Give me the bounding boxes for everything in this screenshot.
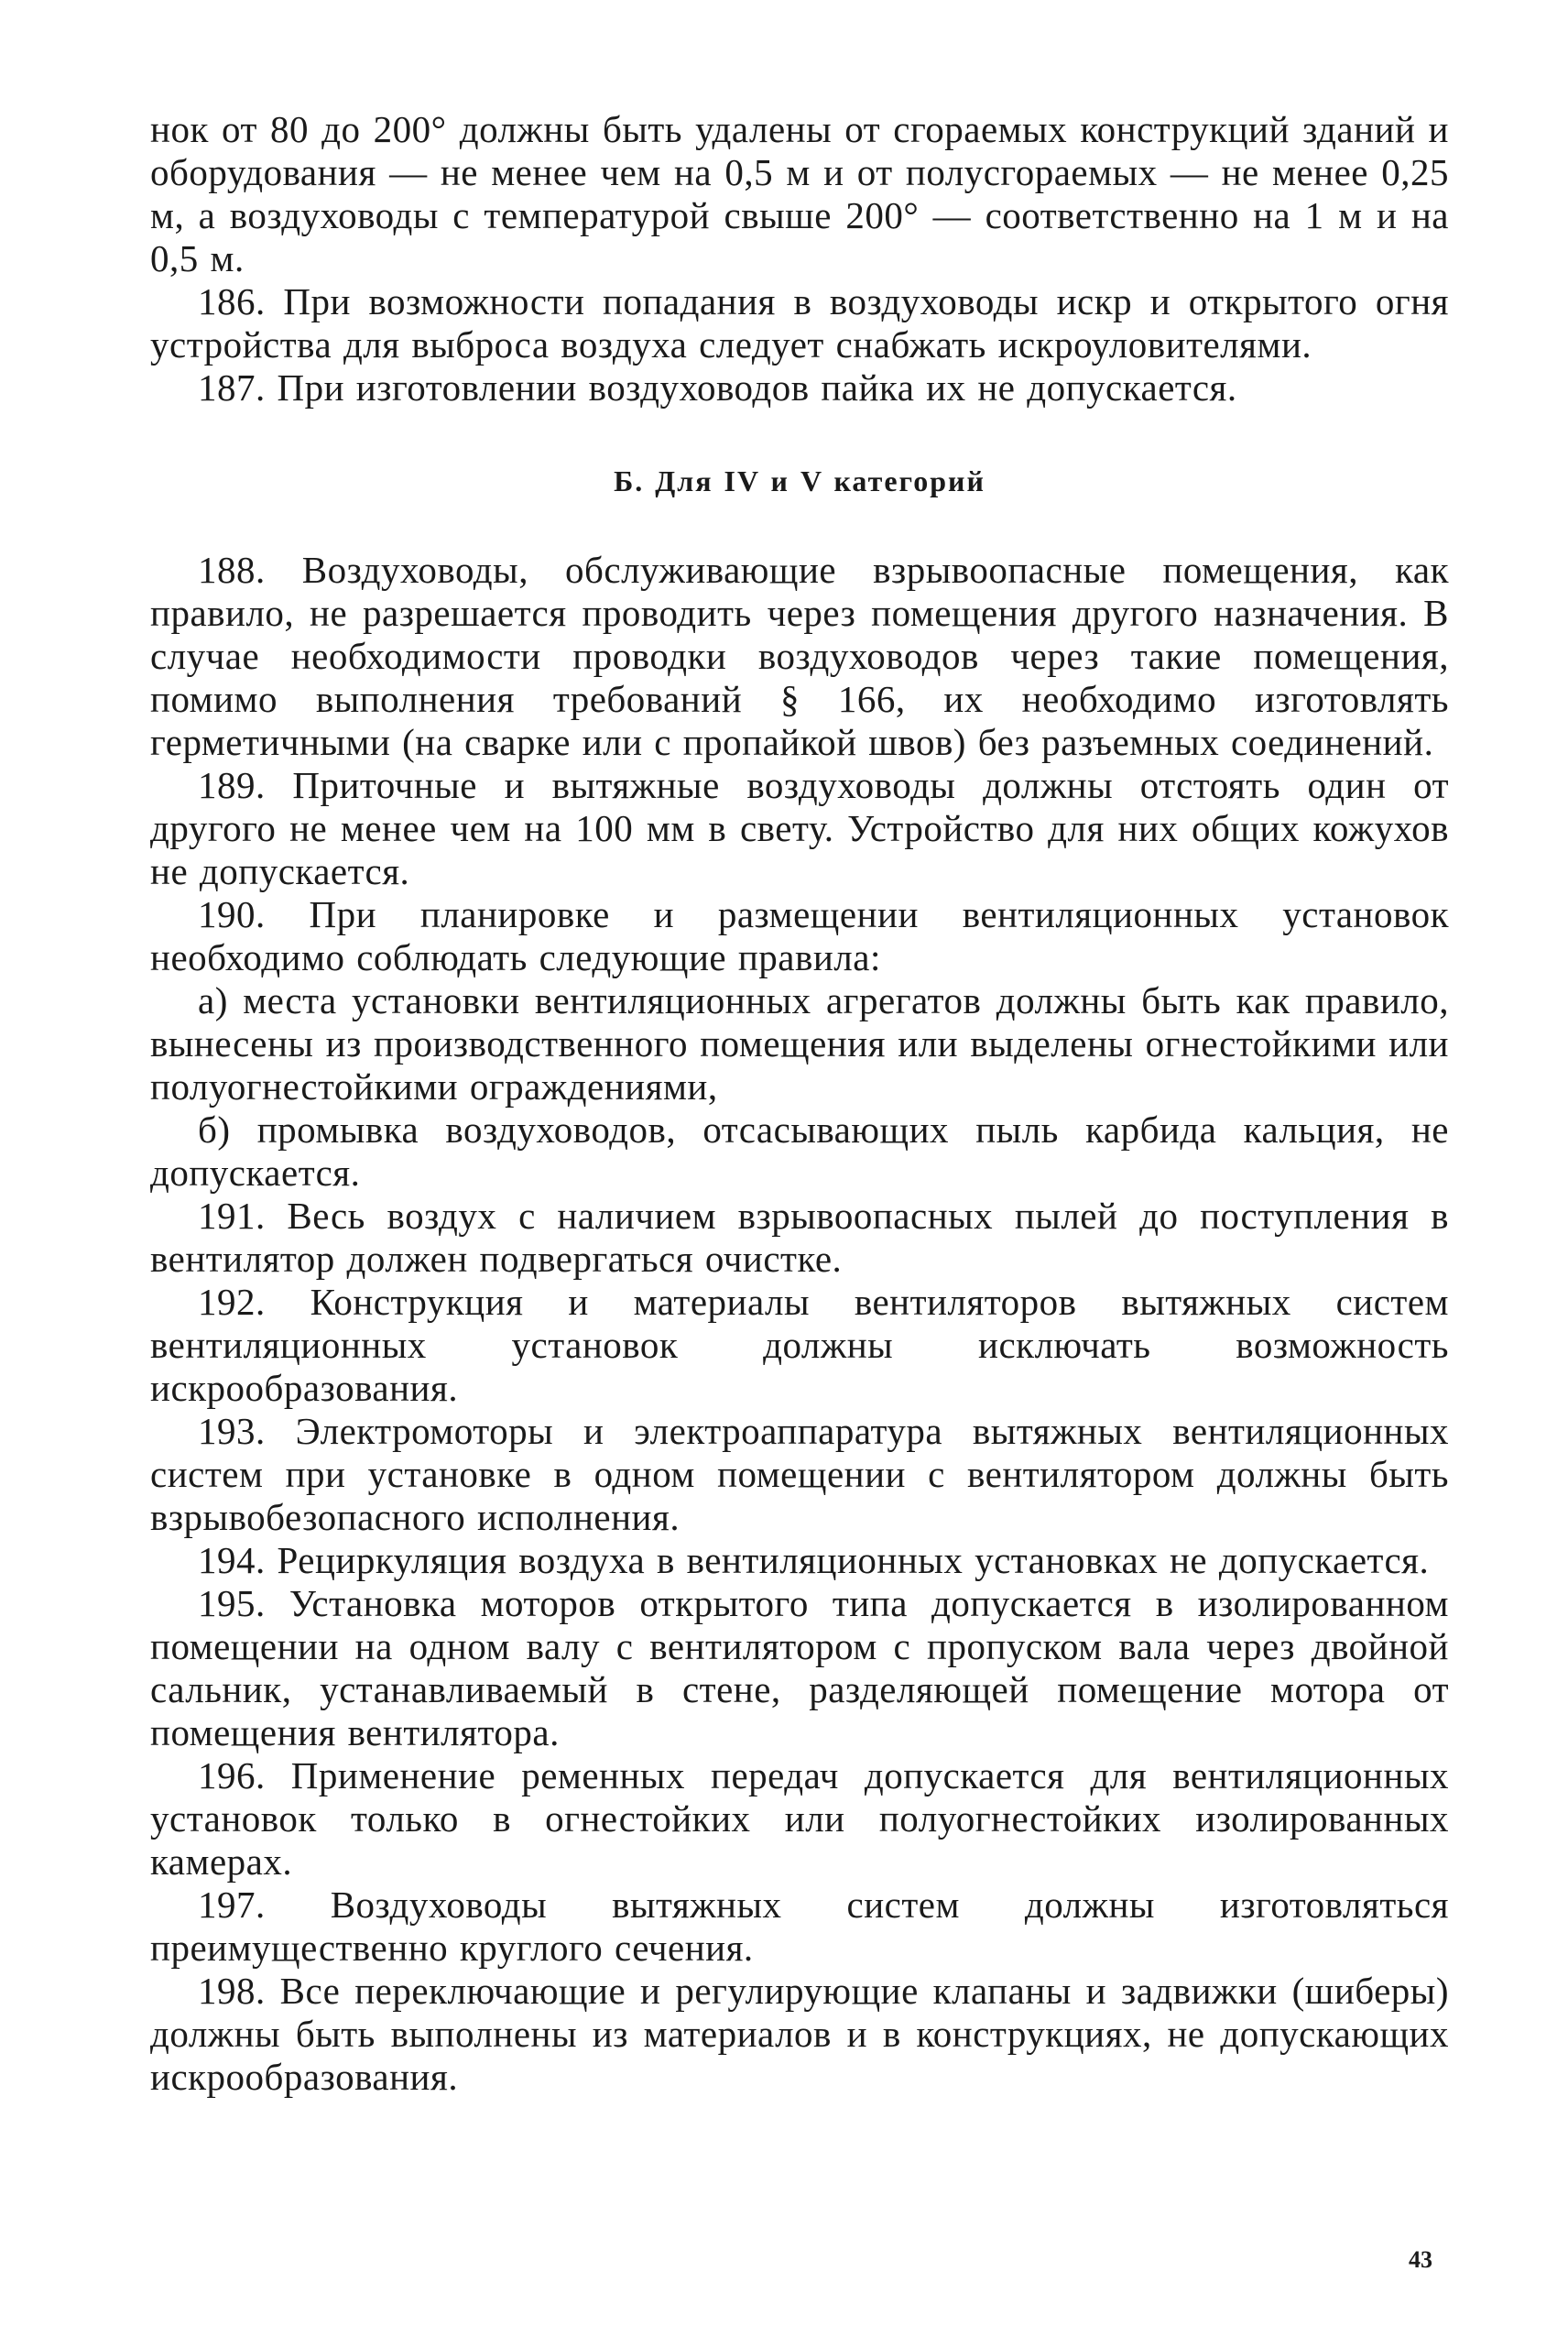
paragraph-198: 198. Все переключающие и регулирующие клапаны и задвижки (шиберы) должны быть выполнены из материалов и в конструкциях, не допускающих искрообразования. <box>150 1970 1449 2098</box>
paragraph-190-b: б) промывка воздуховодов, отсасывающих пыль карбида кальция, не допускается. <box>150 1108 1449 1194</box>
paragraph-190: 190. При планировке и размещении вентиляционных установок необходимо соблюдать следующие правила: <box>150 893 1449 978</box>
body-text <box>150 108 1449 2099</box>
paragraph-continuation: нок от 80 до 200° должны быть удалены от сгораемых конструкций зданий и оборудования — не менее чем на 0,5 м и от полусгораемых — не менее 0,25 м, а воздуховоды с температурой свыше 200° — соответственно на 1 м и на 0,5 м. <box>150 108 1449 279</box>
paragraph-195: 195. Установка моторов открытого типа допускается в изолированном помещении на одном валу с вентилятором с пропуском вала через двойной сальник, устанавливаемый в стене, разделяющей помещение мотора от помещения вентилятора. <box>150 1582 1449 1753</box>
paragraph-187: 187. При изготовлении воздуховодов пайка их не допускается. <box>198 366 1237 409</box>
paragraph-194: 194. Рециркуляция воздуха в вентиляционных установках не допускается. <box>198 1539 1430 1581</box>
paragraph-191: 191. Весь воздух с наличием взрывоопасных пылей до поступления в вентилятор должен подвергаться очистке. <box>150 1195 1449 1280</box>
paragraph-193: 193. Электромоторы и электроаппаратура вытяжных вентиляционных систем при установке в одном помещении с вентилятором должны быть взрывобезопасного исполнения. <box>150 1410 1449 1538</box>
paragraph-186: 186. При возможности попадания в воздуховоды искр и открытого огня устройства для выброса воздуха следует снабжать искроуловителями. <box>150 280 1449 366</box>
page-number: 43 <box>1409 2246 1432 2273</box>
paragraph-190-a: а) места установки вентиляционных агрегатов должны быть как правило, вынесены из производственного помещения или выделены огнестойкими или полуогнестойкими ограждениями, <box>150 979 1449 1108</box>
paragraph-192: 192. Конструкция и материалы вентиляторов вытяжных систем вентиляционных установок должны исключать возможность искрообразования. <box>150 1281 1449 1409</box>
paragraph-197: 197. Воздуховоды вытяжных систем должны изготовляться преимущественно круглого сечения. <box>150 1884 1449 1969</box>
paragraph-189: 189. Приточные и вытяжные воздуховоды должны отстоять один от другого не менее чем на 100 мм в свету. Устройство для них общих кожухов не допускается. <box>150 764 1449 892</box>
paragraph-188: 188. Воздуховоды, обслуживающие взрывоопасные помещения, как правило, не разрешается проводить через помещения другого назначения. В случае необходимости проводки воздуховодов через такие помещения, помимо выполнения требований § 166, их необходимо изготовлять герметичными (на сварке или с пропайкой швов) без разъемных соединений. <box>150 549 1449 763</box>
section-heading: Б. Для IV и V категорий <box>614 464 985 497</box>
paragraph-196: 196. Применение ременных передач допускается для вентиляционных установок только в огнестойких или полуогнестойких изолированных камерах. <box>150 1754 1449 1883</box>
